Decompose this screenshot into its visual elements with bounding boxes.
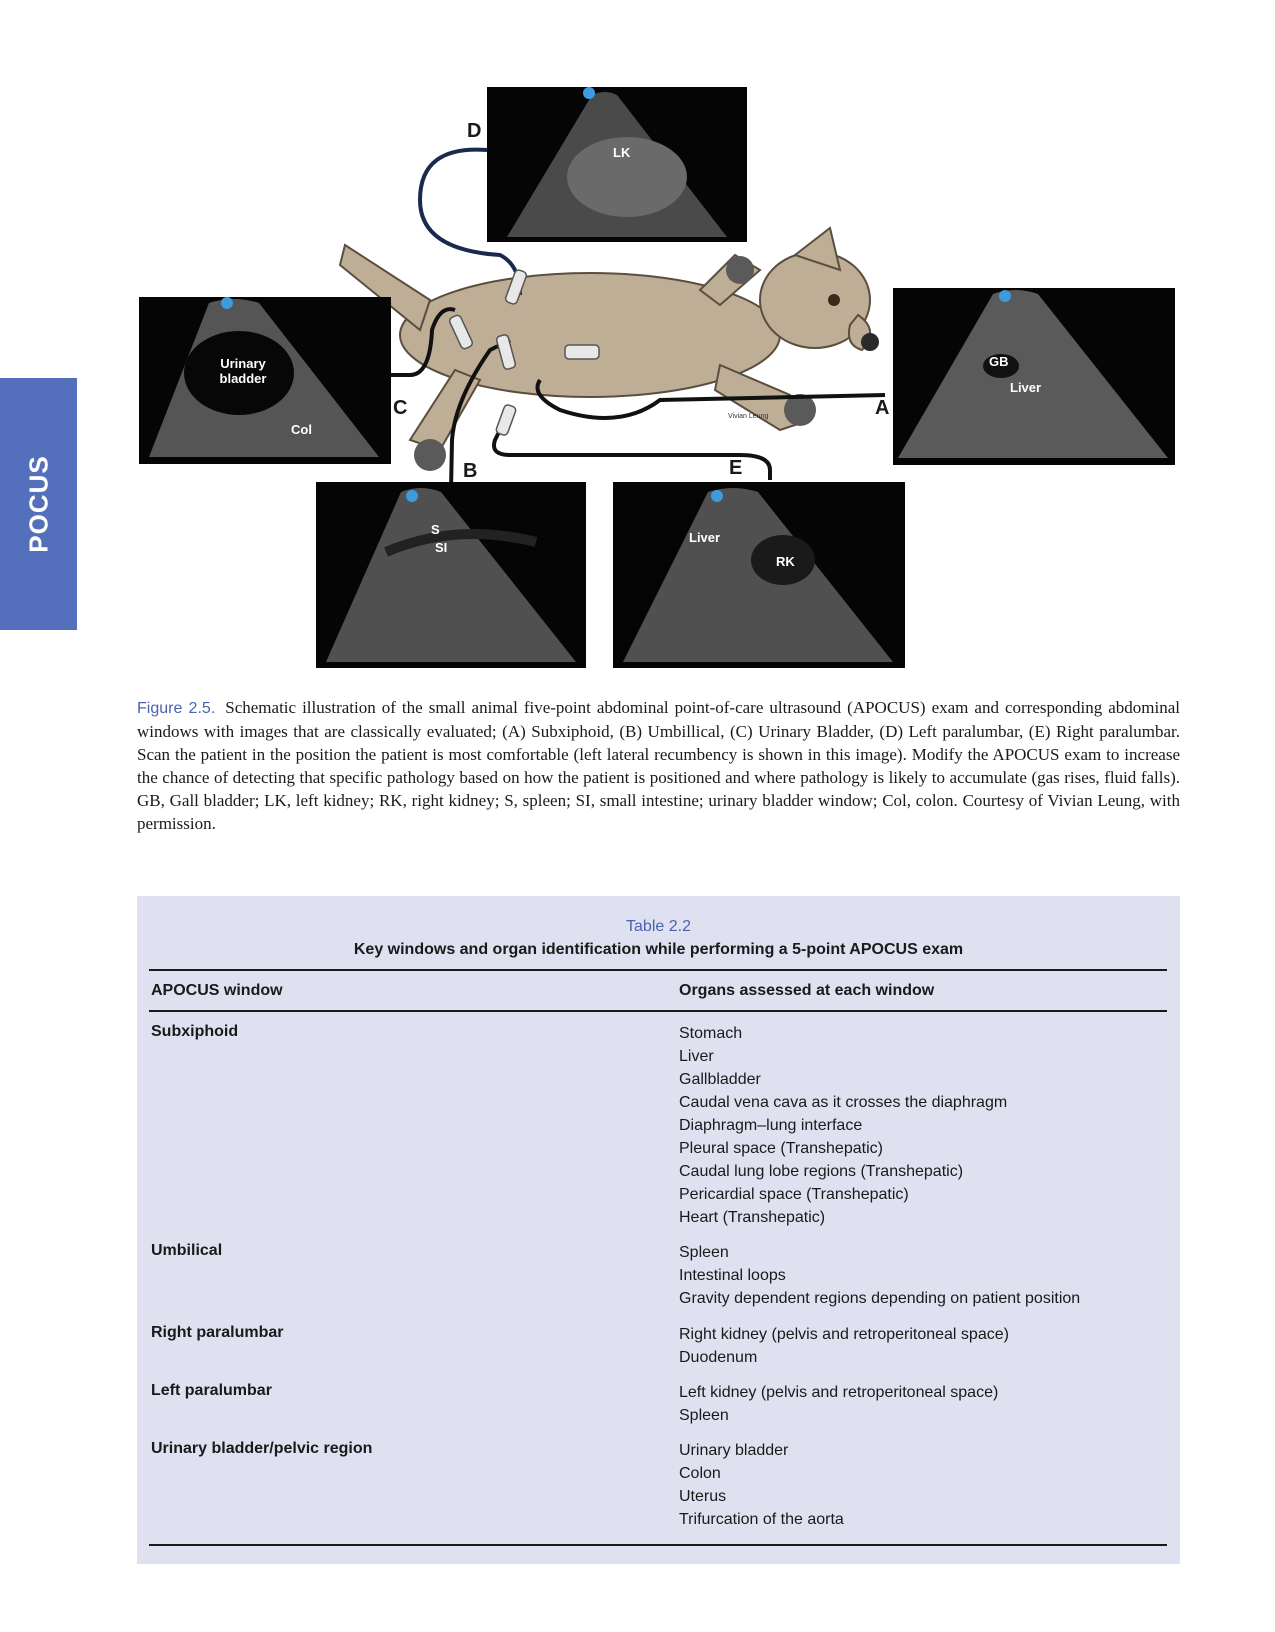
column-header-window: APOCUS window <box>151 982 283 999</box>
organ-item: Right kidney (pelvis and retroperitoneal space) <box>679 1326 1009 1343</box>
row-organs-umbilical <box>679 1241 1080 1310</box>
label-s: S <box>431 522 440 537</box>
artist-credit: Vivian Leung <box>728 413 769 420</box>
organ-item: Left kidney (pelvis and retroperitoneal space) <box>679 1384 999 1401</box>
label-lk: LK <box>613 145 631 160</box>
organ-item: Intestinal loops <box>679 1267 786 1284</box>
ultrasound-panel-d <box>487 87 747 242</box>
row-window-urinary-bladder: Urinary bladder/pelvic region <box>151 1440 373 1457</box>
row-organs-right-paralumbar <box>679 1323 1009 1369</box>
organ-item: Duodenum <box>679 1349 758 1366</box>
ultrasound-panel-b <box>316 482 586 668</box>
row-window-umbilical: Umbilical <box>151 1242 223 1259</box>
label-urinary-bladder: Urinary bladder <box>219 356 267 386</box>
organ-item: Heart (Transhepatic) <box>679 1209 826 1226</box>
table-top-rule <box>149 969 1167 971</box>
row-organs-subxiphoid <box>679 1022 1007 1229</box>
animal-illustration <box>340 228 879 471</box>
panel-letter-e: E <box>729 457 743 479</box>
organ-item: Spleen <box>679 1244 729 1261</box>
figure-caption-label: Figure 2.5. <box>137 700 216 717</box>
row-organs-left-paralumbar <box>679 1381 998 1427</box>
organ-item: Stomach <box>679 1025 743 1042</box>
organ-item: Gallbladder <box>679 1071 761 1088</box>
label-liver-e: Liver <box>689 530 721 545</box>
label-gb: GB <box>989 354 1009 369</box>
panel-letter-c: C <box>393 397 408 419</box>
label-si: SI <box>435 540 448 555</box>
row-window-left-paralumbar: Left paralumbar <box>151 1382 272 1399</box>
figure-illustration <box>0 0 1275 680</box>
organ-item: Uterus <box>679 1488 727 1505</box>
label-liver-a: Liver <box>1010 380 1042 395</box>
organ-item: Urinary bladder <box>679 1442 789 1459</box>
table-title: Key windows and organ identification while performing a 5-point APOCUS exam <box>353 941 964 958</box>
column-header-organs: Organs assessed at each window <box>679 982 935 999</box>
label-col: Col <box>291 422 312 437</box>
table-2-2 <box>137 896 1180 1564</box>
panel-letter-b: B <box>463 460 478 482</box>
label-rk: RK <box>776 554 795 569</box>
organ-item: Trifurcation of the aorta <box>679 1511 844 1528</box>
ultrasound-panel-a <box>893 288 1175 465</box>
side-tab-label: POCUS <box>23 455 53 553</box>
row-window-subxiphoid: Subxiphoid <box>151 1023 239 1040</box>
table-number: Table 2.2 <box>626 918 691 935</box>
organ-item: Spleen <box>679 1407 729 1424</box>
organ-item: Colon <box>679 1465 721 1482</box>
organ-item: Diaphragm–lung interface <box>679 1117 863 1134</box>
organ-item: Liver <box>679 1048 714 1065</box>
table-bottom-rule <box>149 1544 1167 1546</box>
organ-item: Caudal lung lobe regions (Transhepatic) <box>679 1163 964 1180</box>
row-organs-urinary-bladder <box>679 1439 844 1531</box>
table-header-rule <box>149 1010 1167 1012</box>
organ-item: Gravity dependent regions depending on patient position <box>679 1290 1081 1307</box>
organ-item: Pleural space (Transhepatic) <box>679 1140 883 1157</box>
ultrasound-panel-e <box>613 482 905 668</box>
organ-item: Caudal vena cava as it crosses the diaphragm <box>679 1094 1008 1111</box>
figure-caption-text: Schematic illustration of the small animal five-point abdominal point-of-care ultrasound (APOCUS) exam and corresponding abdominal windows with images that are classically evaluated; (A) Subxiphoid, (B) Umbillical, (C) Urinary Bladder, (D) Left paralumbar, (E) Right paralumbar. Scan the patient in the position the patient is most comfortable (left lateral recumbency is shown in this image). Modify the APOCUS exam to increase the chance of detecting that specific pathology based on how the patient is positioned and where pathology is likely to accumulate (gas rises, fluid falls). GB, Gall bladder; LK, left kidney; RK, right kidney; S, spleen; SI, small intestine; urinary bladder window; Col, colon. Courtesy of Vivian Leung, with permission. <box>137 698 1180 833</box>
organ-item: Pericardial space (Transhepatic) <box>679 1186 909 1203</box>
panel-letter-d: D <box>467 120 482 142</box>
panel-letter-a: A <box>875 397 890 419</box>
row-window-right-paralumbar: Right paralumbar <box>151 1324 284 1341</box>
ultrasound-panel-c <box>139 297 391 464</box>
figure-caption <box>137 696 1180 835</box>
